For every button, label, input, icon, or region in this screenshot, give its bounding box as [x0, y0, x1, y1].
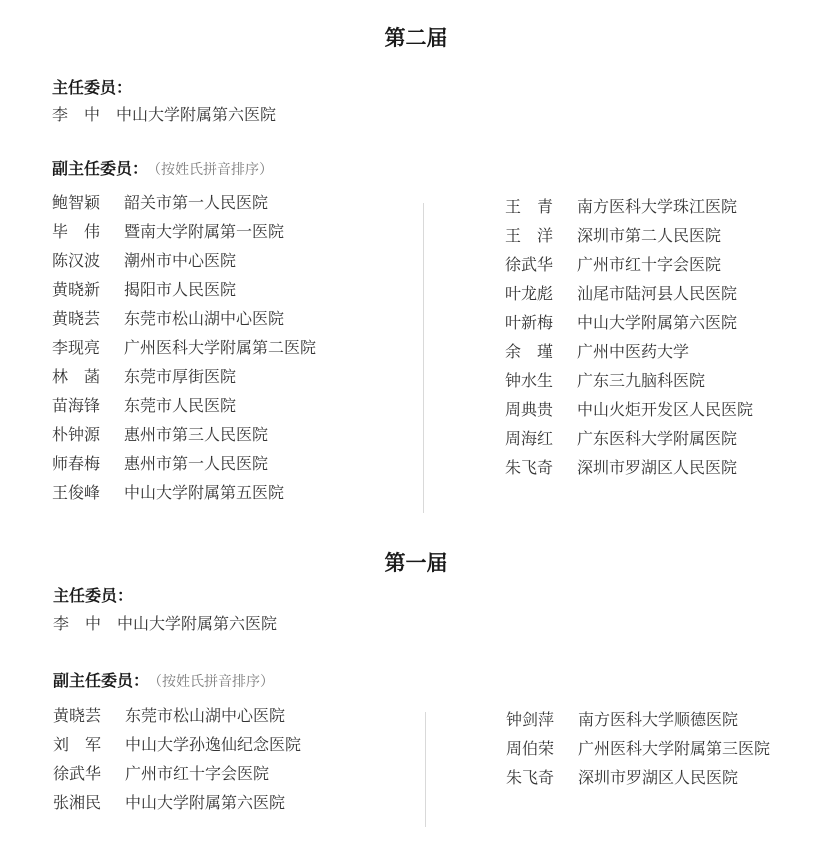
vice-list-left	[53, 701, 301, 817]
member-name: 徐武华	[53, 764, 102, 783]
member-org: 中山大学孙逸仙纪念医院	[125, 735, 302, 754]
member-org: 东莞市厚街医院	[124, 367, 237, 386]
member-name: 钟剑萍	[506, 710, 555, 729]
list-item	[52, 246, 316, 275]
member-name: 黄晓芸	[53, 706, 102, 725]
member-name: 周典贵	[505, 400, 554, 419]
member-org: 深圳市罗湖区人民医院	[578, 768, 739, 787]
member-org: 深圳市罗湖区人民医院	[577, 458, 738, 477]
list-item	[53, 730, 301, 759]
list-item	[52, 362, 316, 391]
member-org: 中山大学附属第五医院	[124, 483, 285, 502]
director-row	[53, 611, 277, 634]
member-org: 东莞市人民医院	[124, 396, 237, 415]
director-label: 主任委员：	[53, 586, 134, 605]
member-name: 张湘民	[53, 793, 102, 812]
list-item	[505, 366, 753, 395]
member-name: 毕 伟	[52, 222, 101, 241]
member-name: 陈汉波	[52, 251, 101, 270]
session-title: 第二届	[384, 26, 448, 50]
member-name: 钟水生	[505, 371, 554, 390]
vice-label-text: 副主任委员：	[53, 671, 150, 690]
member-name: 余 瑾	[505, 342, 554, 361]
member-name: 叶新梅	[505, 313, 554, 332]
list-item	[505, 250, 753, 279]
member-org: 南方医科大学珠江医院	[577, 197, 738, 216]
list-item	[52, 478, 316, 507]
member-org: 揭阳市人民医院	[124, 280, 237, 299]
member-org: 广东医科大学附属医院	[577, 429, 738, 448]
member-name: 朱飞奇	[505, 458, 554, 477]
member-org: 潮州市中心医院	[124, 251, 237, 270]
list-item	[506, 763, 770, 792]
member-name: 黄晓芸	[52, 309, 101, 328]
member-name: 李现亮	[52, 338, 101, 357]
member-org: 暨南大学附属第一医院	[124, 222, 285, 241]
list-item	[506, 734, 770, 763]
member-name: 林 菡	[52, 367, 101, 386]
session-title: 第一届	[384, 551, 448, 575]
list-item	[506, 705, 770, 734]
member-org: 中山大学附属第六医院	[116, 105, 277, 124]
list-item	[52, 217, 316, 246]
member-name: 鲍智颖	[52, 193, 101, 212]
list-item	[52, 449, 316, 478]
vice-list-right	[505, 192, 753, 482]
member-org: 汕尾市陆河县人民医院	[577, 284, 738, 303]
member-name: 王 青	[505, 197, 554, 216]
member-org: 韶关市第一人民医院	[124, 193, 269, 212]
column-divider	[425, 712, 426, 827]
list-item	[505, 424, 753, 453]
list-item	[505, 192, 753, 221]
director-row	[52, 102, 276, 125]
list-item	[505, 279, 753, 308]
member-org: 中山火炬开发区人民医院	[577, 400, 754, 419]
list-item	[505, 221, 753, 250]
member-name: 徐武华	[505, 255, 554, 274]
member-org: 中山大学附属第六医院	[125, 793, 286, 812]
list-item	[53, 701, 301, 730]
member-name: 李 中	[53, 614, 102, 633]
member-org: 广州医科大学附属第三医院	[578, 739, 771, 758]
list-item	[505, 395, 753, 424]
member-org: 中山大学附属第六医院	[577, 313, 738, 332]
list-item	[52, 275, 316, 304]
member-name: 朴钟源	[52, 425, 101, 444]
vice-list-left	[52, 188, 316, 507]
member-org: 中山大学附属第六医院	[117, 614, 278, 633]
member-org: 广东三九脑科医院	[577, 371, 706, 390]
sort-note: （按姓氏拼音排序）	[155, 674, 275, 690]
member-name: 周伯荣	[506, 739, 555, 758]
list-item	[52, 188, 316, 217]
member-name: 李 中	[52, 105, 101, 124]
list-item	[52, 333, 316, 362]
list-item	[52, 304, 316, 333]
member-name: 叶龙彪	[505, 284, 554, 303]
member-org: 惠州市第一人民医院	[124, 454, 269, 473]
member-name: 王俊峰	[52, 483, 101, 502]
vice-director-label	[52, 156, 273, 179]
list-item	[53, 788, 301, 817]
member-name: 周海红	[505, 429, 554, 448]
vice-label-text: 副主任委员：	[52, 159, 149, 178]
member-name: 王 洋	[505, 226, 554, 245]
member-org: 东莞市松山湖中心医院	[124, 309, 285, 328]
member-name: 朱飞奇	[506, 768, 555, 787]
member-org: 广州医科大学附属第二医院	[124, 338, 317, 357]
member-name: 苗海锋	[52, 396, 101, 415]
member-org: 广州中医药大学	[577, 342, 690, 361]
list-item	[52, 420, 316, 449]
member-name: 刘 军	[53, 735, 102, 754]
member-org: 惠州市第三人民医院	[124, 425, 269, 444]
column-divider	[423, 203, 424, 513]
member-name: 师春梅	[52, 454, 101, 473]
vice-list-right	[506, 705, 770, 792]
member-name: 黄晓新	[52, 280, 101, 299]
member-org: 广州市红十字会医院	[125, 764, 270, 783]
director-label: 主任委员：	[52, 78, 133, 97]
member-org: 东莞市松山湖中心医院	[125, 706, 286, 725]
member-org: 南方医科大学顺德医院	[578, 710, 739, 729]
sort-note: （按姓氏拼音排序）	[154, 162, 274, 178]
list-item	[505, 308, 753, 337]
member-org: 广州市红十字会医院	[577, 255, 722, 274]
list-item	[505, 453, 753, 482]
list-item	[505, 337, 753, 366]
member-org: 深圳市第二人民医院	[577, 226, 722, 245]
list-item	[52, 391, 316, 420]
vice-director-label	[53, 668, 274, 691]
list-item	[53, 759, 301, 788]
